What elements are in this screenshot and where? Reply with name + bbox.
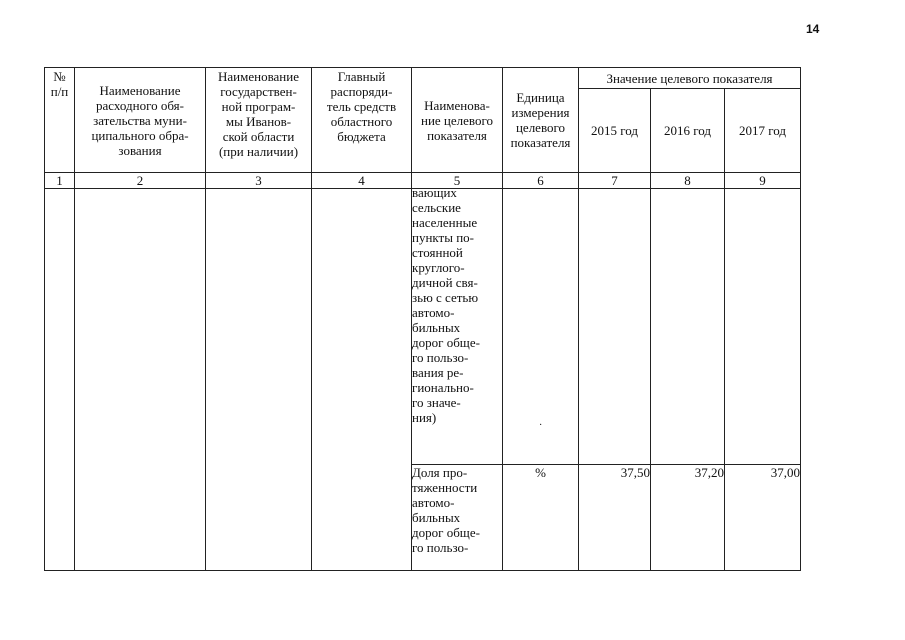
header-line: ние целевого — [421, 112, 493, 128]
indicator-line: зью с сетью — [412, 290, 479, 305]
header-line: мы Иванов- — [225, 114, 292, 129]
indicator-line: вания ре- — [412, 365, 464, 380]
cell-program — [206, 189, 312, 571]
indicator-line: дорог обще- — [412, 335, 480, 350]
header-line: зательства муни- — [93, 112, 187, 128]
indicator-line: автомо- — [412, 305, 455, 320]
column-number: 7 — [579, 173, 651, 189]
header-col-unit — [503, 68, 579, 173]
header-year-2015: 2015 год — [579, 89, 651, 173]
indicator-line: круглого- — [412, 260, 465, 275]
header-line: Единица — [516, 90, 565, 105]
header-col-number — [45, 68, 75, 173]
cell-manager — [312, 189, 412, 571]
header-col-program — [206, 68, 312, 173]
header-line: ной програм- — [221, 99, 296, 114]
header-line: показателя — [427, 127, 487, 143]
header-line: тель средств — [326, 99, 397, 114]
indicator-line: бильных — [412, 510, 461, 525]
cell-unit: % — [503, 465, 579, 571]
header-line: Главный — [337, 69, 386, 84]
indicator-line: пункты по- — [412, 230, 475, 245]
table-row — [45, 189, 801, 465]
indicator-line: го пользо- — [412, 350, 469, 365]
cell-value-2015 — [579, 189, 651, 465]
header-line: областного — [330, 114, 393, 129]
cell-indicator — [412, 189, 503, 465]
column-number: 3 — [206, 173, 312, 189]
header-line: распоряди- — [330, 84, 393, 99]
header-line: расходного обя- — [96, 97, 184, 113]
cell-obligation — [75, 189, 206, 571]
indicator-line: стоянной — [412, 245, 463, 260]
indicator-line: ния) — [412, 410, 437, 425]
indicator-line: Доля про- — [412, 465, 468, 480]
column-number: 4 — [312, 173, 412, 189]
column-number: 2 — [75, 173, 206, 189]
indicator-line: сельские — [412, 200, 461, 215]
cell-indicator — [412, 465, 503, 571]
column-number: 8 — [651, 173, 725, 189]
cell-value-2016: 37,20 — [651, 465, 725, 571]
column-number: 5 — [412, 173, 503, 189]
indicator-line: го пользо- — [412, 540, 469, 555]
header-line: бюджета — [337, 129, 386, 144]
header-line: Наименование — [99, 82, 181, 98]
indicator-line: го значе- — [412, 395, 461, 410]
scan-speck: · — [539, 420, 543, 431]
header-line: государствен- — [220, 84, 297, 99]
indicator-line: гионально- — [412, 380, 474, 395]
header-line: п/п — [50, 84, 69, 99]
indicator-line: бильных — [412, 320, 461, 335]
header-line: Наименова- — [424, 97, 490, 113]
cell-value-2015: 37,50 — [579, 465, 651, 571]
header-line: Наименование — [218, 69, 299, 84]
page-number: 14 — [806, 22, 820, 36]
column-number: 6 — [503, 173, 579, 189]
cell-value-2017 — [725, 189, 801, 465]
column-number: 1 — [45, 173, 75, 189]
indicator-line: дорог обще- — [412, 525, 480, 540]
header-col-indicator — [412, 68, 503, 173]
target-indicators-table — [44, 67, 801, 571]
cell-value-2017: 37,00 — [725, 465, 801, 571]
header-line: измерения — [511, 105, 570, 120]
header-line: № — [53, 69, 66, 84]
header-group-values: Значение целевого показателя — [579, 68, 801, 89]
header-col-obligation — [75, 68, 206, 173]
header-col-manager — [312, 68, 412, 173]
indicator-line: дичной свя- — [412, 275, 478, 290]
header-line: ципального обра- — [91, 127, 189, 143]
header-line: показателя — [510, 135, 571, 150]
cell-number — [45, 189, 75, 571]
indicator-line: тяженности — [412, 480, 478, 495]
indicator-line: автомо- — [412, 495, 455, 510]
header-line: зования — [118, 142, 162, 158]
header-year-2016: 2016 год — [651, 89, 725, 173]
indicator-line: населенные — [412, 215, 478, 230]
cell-value-2016 — [651, 189, 725, 465]
header-year-2017: 2017 год — [725, 89, 801, 173]
column-number: 9 — [725, 173, 801, 189]
header-line: целевого — [515, 120, 566, 135]
header-line: (при наличии) — [218, 144, 299, 159]
indicator-line: вающих — [412, 188, 457, 200]
header-line: ской области — [222, 129, 295, 144]
